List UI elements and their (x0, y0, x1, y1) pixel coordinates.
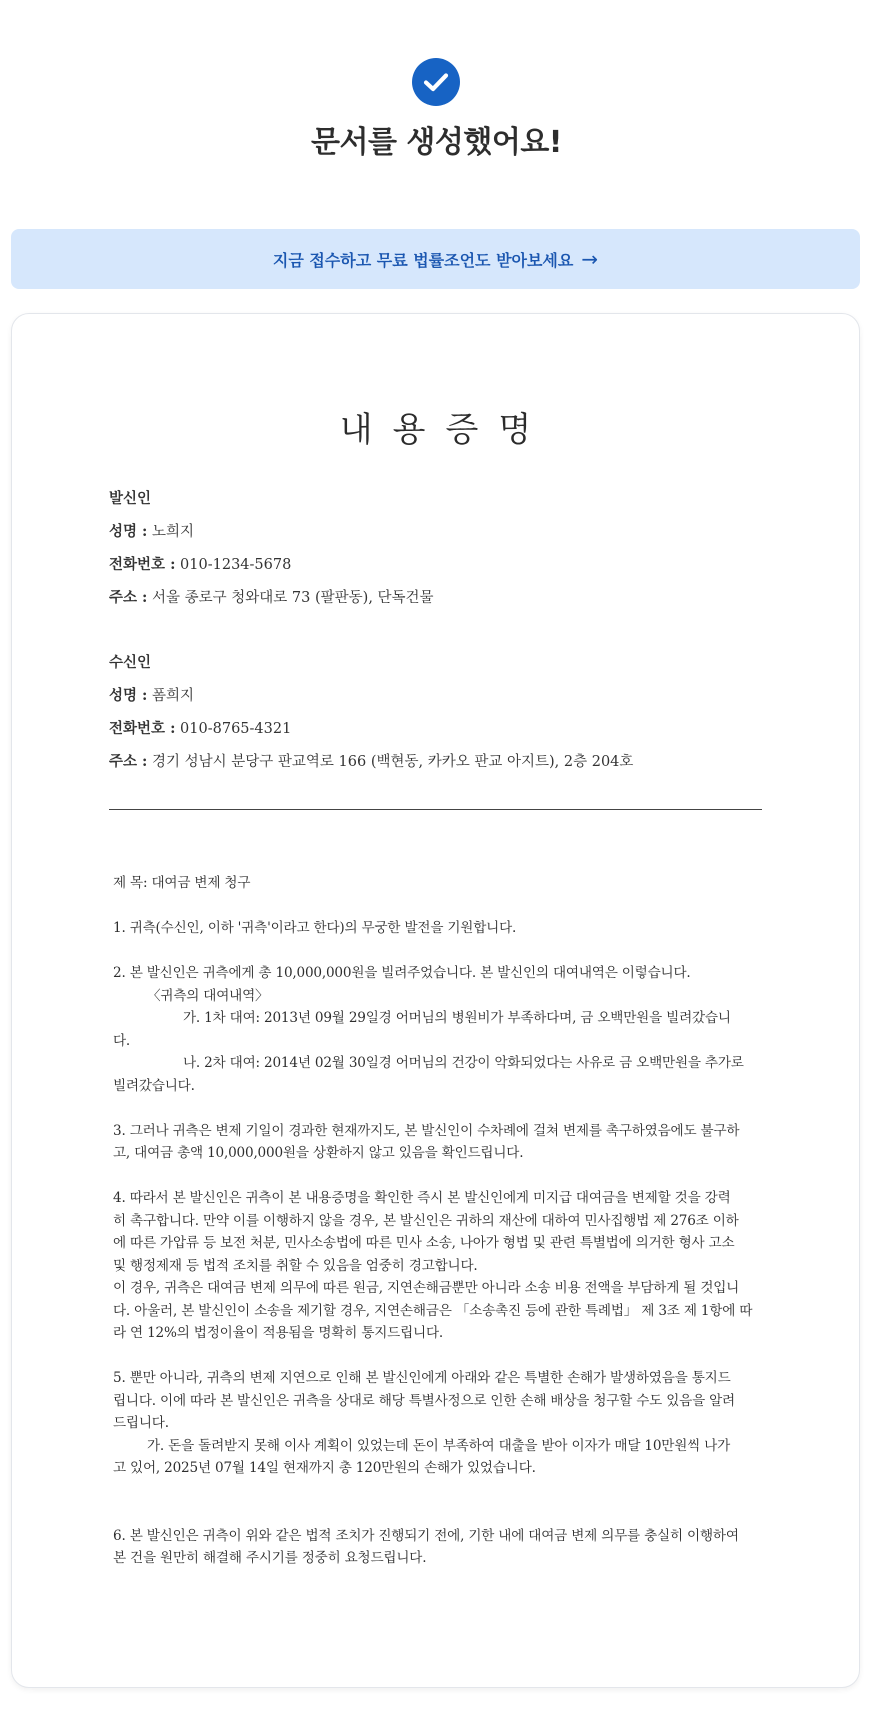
banner-label: 지금 접수하고 무료 법률조언도 받아보세요 (272, 250, 574, 270)
subject-line: 제 목: 대여금 변제 청구 (113, 875, 251, 891)
paragraph-4-line-1: 4. 따라서 본 발신인은 귀측이 본 내용증명을 확인한 즉시 본 발신인에게 미지급 대여금을 변제할 것을 강력 (113, 1190, 731, 1206)
sender-section (109, 487, 434, 619)
paragraph-3-line-1: 3. 그러나 귀측은 변제 기일이 경과한 현재까지도, 본 발신인이 수차례에 걸쳐 변제를 촉구하였음에도 불구하 (113, 1122, 740, 1139)
legal-advice-banner-button[interactable] (11, 229, 860, 289)
paragraph-1: 1. 귀측(수신인, 이하 '귀측'이라고 한다)의 무궁한 발전을 기원합니다. (113, 920, 517, 936)
paragraph-4-line-7: 라 연 12%의 법정이율이 적용됨을 명확히 통지드립니다. (113, 1325, 444, 1341)
sender-phone-label: 전화번호 : (109, 556, 176, 573)
recipient-name-label: 성명 : (109, 687, 148, 704)
sender-name: 노희지 (152, 524, 195, 540)
sender-address-label: 주소 : (109, 589, 148, 606)
section-divider (109, 809, 762, 810)
sender-name-label: 성명 : (109, 523, 148, 540)
success-header (0, 0, 873, 180)
sender-phone: 010-1234-5678 (180, 557, 292, 573)
recipient-address: 경기 성남시 분당구 판교역로 166 (백현동, 카카오 판교 아지트), 2층 204호 (152, 754, 634, 770)
recipient-heading: 수신인 (109, 654, 152, 671)
loan-item-a: 가. 1차 대여: 2013년 09월 29일경 어머님의 병원비가 부족하다며, 금 오백만원을 빌려갔습니 (183, 1010, 731, 1026)
loan-item-a-cont: 다. (113, 1032, 131, 1049)
paragraph-5-line-2: 립니다. 이에 따라 본 발신인은 귀측을 상대로 해당 특별사정으로 인한 손해 배상을 청구할 수도 있음을 알려 (113, 1392, 735, 1409)
paragraph-2: 2. 본 발신인은 귀측에게 총 10,000,000원을 빌려주었습니다. 본 발신인의 대여내역은 이렇습니다. (113, 965, 691, 981)
recipient-phone: 010-8765-4321 (180, 721, 292, 737)
paragraph-5-line-3: 드립니다. (113, 1415, 169, 1431)
document-body (113, 872, 773, 1570)
arrow-right-icon: → (581, 247, 599, 271)
sender-heading: 발신인 (109, 490, 152, 507)
recipient-phone-label: 전화번호 : (109, 720, 176, 737)
loan-item-b-cont: 빌려갔습니다. (113, 1077, 195, 1094)
check-circle-icon (412, 58, 460, 106)
paragraph-4-line-5: 이 경우, 귀측은 대여금 변제 의무에 따른 원금, 지연손해금뿐만 아니라 소송 비용 전액을 부담하게 될 것입니 (113, 1280, 740, 1296)
document-card (11, 313, 860, 1688)
sender-address: 서울 종로구 청와대로 73 (팔판동), 단독건물 (152, 590, 434, 606)
paragraph-4-line-2: 히 촉구합니다. 만약 이를 이행하지 않을 경우, 본 발신인은 귀하의 재산에 대하여 민사집행법 제 276조 이하 (113, 1212, 739, 1229)
damage-item-a-cont: 고 있어, 2025년 07월 14일 현재까지 총 120만원의 손해가 있었습니다. (113, 1460, 536, 1476)
loan-item-b: 나. 2차 대여: 2014년 02월 30일경 어머님의 건강이 악화되었다는 사유로 금 오백만원을 추가로 (183, 1055, 744, 1071)
loan-list-title: 〈귀측의 대여내역〉 (147, 987, 269, 1004)
paragraph-3-line-2: 고, 대여금 총액 10,000,000원을 상환하지 않고 있음을 확인드립니다. (113, 1145, 524, 1161)
paragraph-5-line-1: 5. 뿐만 아니라, 귀측의 변제 지연으로 인해 본 발신인에게 아래와 같은 특별한 손해가 발생하였음을 통지드 (113, 1370, 731, 1386)
page-title: 문서를 생성했어요! (311, 125, 562, 160)
paragraph-6-line-2: 본 건을 원만히 해결해 주시기를 정중히 요청드립니다. (113, 1550, 427, 1566)
paragraph-4-line-6: 다. 아울러, 본 발신인이 소송을 제기할 경우, 지연손해금은 「소송촉진 등에 관한 특례법」 제 3조 제 1항에 따 (113, 1302, 753, 1319)
recipient-section (109, 651, 633, 783)
paragraph-4-line-3: 에 따른 가압류 등 보전 처분, 민사소송법에 따른 민사 소송, 나아가 형법 및 관련 특별법에 의거한 형사 고소 (113, 1235, 735, 1251)
document-title: 내용증명 (339, 410, 552, 450)
paragraph-4-line-4: 및 행정제재 등 법적 조치를 취할 수 있음을 엄중히 경고합니다. (113, 1257, 478, 1274)
recipient-address-label: 주소 : (109, 753, 148, 770)
paragraph-6-line-1: 6. 본 발신인은 귀측이 위와 같은 법적 조치가 진행되기 전에, 기한 내에 대여금 변제 의무를 충실히 이행하여 (113, 1527, 739, 1544)
recipient-name: 폼희지 (152, 688, 195, 704)
damage-item-a: 가. 돈을 돌려받지 못해 이사 계획이 있었는데 돈이 부족하여 대출을 받아 이자가 매달 10만원씩 나가 (147, 1437, 731, 1454)
